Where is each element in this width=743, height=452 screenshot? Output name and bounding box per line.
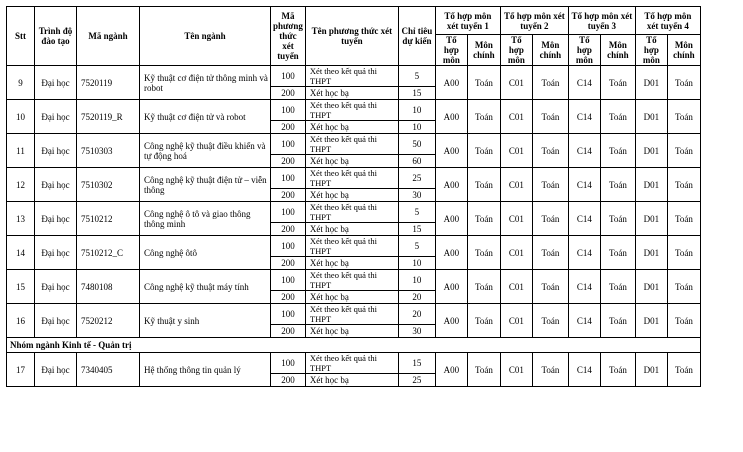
combo-cell: A00 [435, 134, 467, 168]
quota-cell: 20 [398, 304, 435, 325]
quota-cell: 30 [398, 189, 435, 202]
level-cell: Đại học [35, 100, 77, 134]
major-code-cell: 7510212_C [77, 236, 140, 270]
combo-cell: D01 [635, 270, 667, 304]
combo-cell: C14 [568, 100, 600, 134]
combo-cell: A00 [435, 236, 467, 270]
stt-cell: 12 [7, 168, 35, 202]
stt-cell: 13 [7, 202, 35, 236]
quota-cell: 25 [398, 168, 435, 189]
combo-cell: C01 [500, 304, 532, 338]
main-subject-cell: Toán [467, 202, 500, 236]
stt-cell: 17 [7, 353, 35, 387]
method-code-cell: 100 [271, 66, 306, 87]
method-name-cell: Xét theo kết quả thi THPT [305, 134, 398, 155]
combo-cell: C14 [568, 270, 600, 304]
combo-cell: C01 [500, 202, 532, 236]
level-cell: Đại học [35, 66, 77, 100]
major-name-cell: Công nghệ kỹ thuật điều khiển và tự động hoá [140, 134, 271, 168]
main-subject-cell: Toán [600, 270, 635, 304]
method-code-cell: 200 [271, 155, 306, 168]
method-code-cell: 100 [271, 270, 306, 291]
main-subject-sub-header: Môn chính [467, 35, 500, 66]
main-subject-sub-header: Môn chính [600, 35, 635, 66]
quota-cell: 50 [398, 134, 435, 155]
method-code-cell: 200 [271, 374, 306, 387]
method-name-cell: Xét theo kết quả thi THPT [305, 236, 398, 257]
level-cell: Đại học [35, 134, 77, 168]
table-row [7, 202, 701, 223]
main-subject-cell: Toán [532, 304, 568, 338]
main-subject-sub-header: Môn chính [532, 35, 568, 66]
major-name-cell: Công nghệ kỹ thuật máy tính [140, 270, 271, 304]
main-subject-cell: Toán [467, 134, 500, 168]
major-code-cell: 7520119 [77, 66, 140, 100]
combo-cell: D01 [635, 134, 667, 168]
major-code-cell: 7520119_R [77, 100, 140, 134]
combo-cell: C01 [500, 353, 532, 387]
level-cell: Đại học [35, 353, 77, 387]
combo-cell: A00 [435, 168, 467, 202]
combo-cell: D01 [635, 202, 667, 236]
major-code-cell: 7520212 [77, 304, 140, 338]
combo-group-2-header: Tổ hợp môn xét tuyển 2 [500, 7, 568, 35]
combo-cell: A00 [435, 202, 467, 236]
major-code-cell: 7480108 [77, 270, 140, 304]
quota-cell: 5 [398, 66, 435, 87]
method-code-cell: 100 [271, 202, 306, 223]
main-subject-cell: Toán [467, 100, 500, 134]
main-subject-cell: Toán [532, 353, 568, 387]
method-name-cell: Xét theo kết quả thi THPT [305, 168, 398, 189]
combo-sub-header: Tổ hợp môn [435, 35, 467, 66]
quota-cell: 10 [398, 100, 435, 121]
table-row [7, 270, 701, 291]
stt-cell: 9 [7, 66, 35, 100]
major-name-cell: Kỹ thuật cơ điện tử và robot [140, 100, 271, 134]
combo-cell: C14 [568, 66, 600, 100]
main-subject-cell: Toán [667, 134, 700, 168]
stt-cell: 16 [7, 304, 35, 338]
method-name-cell: Xét học bạ [305, 325, 398, 338]
method-name-cell: Xét học bạ [305, 291, 398, 304]
method-name-cell: Xét học bạ [305, 223, 398, 236]
combo-cell: A00 [435, 353, 467, 387]
stt-cell: 11 [7, 134, 35, 168]
method-name-cell: Xét theo kết quả thi THPT [305, 270, 398, 291]
combo-sub-header: Tổ hợp môn [568, 35, 600, 66]
combo-cell: C14 [568, 236, 600, 270]
quota-cell: 15 [398, 353, 435, 374]
combo-sub-header: Tổ hợp môn [635, 35, 667, 66]
main-subject-cell: Toán [600, 202, 635, 236]
method-name-cell: Xét học bạ [305, 121, 398, 134]
table-row [7, 100, 701, 121]
main-subject-cell: Toán [667, 353, 700, 387]
combo-cell: D01 [635, 236, 667, 270]
group-label: Nhóm ngành Kinh tế - Quản trị [7, 338, 701, 353]
major-code-cell: 7510302 [77, 168, 140, 202]
combo-cell: A00 [435, 100, 467, 134]
combo-cell: D01 [635, 100, 667, 134]
stt-cell: 10 [7, 100, 35, 134]
quota-cell: 10 [398, 121, 435, 134]
combo-cell: C14 [568, 202, 600, 236]
main-subject-cell: Toán [667, 168, 700, 202]
col-method-name-header: Tên phương thức xét tuyển [305, 7, 398, 66]
level-cell: Đại học [35, 168, 77, 202]
quota-cell: 10 [398, 257, 435, 270]
main-subject-cell: Toán [532, 270, 568, 304]
combo-cell: D01 [635, 168, 667, 202]
level-cell: Đại học [35, 202, 77, 236]
combo-cell: C14 [568, 353, 600, 387]
method-code-cell: 200 [271, 223, 306, 236]
method-code-cell: 200 [271, 189, 306, 202]
main-subject-cell: Toán [600, 134, 635, 168]
method-code-cell: 200 [271, 121, 306, 134]
method-name-cell: Xét học bạ [305, 374, 398, 387]
level-cell: Đại học [35, 270, 77, 304]
combo-cell: C01 [500, 100, 532, 134]
level-cell: Đại học [35, 236, 77, 270]
method-code-cell: 200 [271, 257, 306, 270]
table-row [7, 134, 701, 155]
main-subject-cell: Toán [467, 168, 500, 202]
main-subject-cell: Toán [600, 353, 635, 387]
method-code-cell: 100 [271, 236, 306, 257]
quota-cell: 5 [398, 236, 435, 257]
combo-cell: C01 [500, 236, 532, 270]
main-subject-cell: Toán [667, 270, 700, 304]
level-cell: Đại học [35, 304, 77, 338]
main-subject-cell: Toán [600, 236, 635, 270]
combo-cell: C01 [500, 168, 532, 202]
main-subject-cell: Toán [600, 100, 635, 134]
main-subject-cell: Toán [667, 202, 700, 236]
quota-cell: 5 [398, 202, 435, 223]
combo-cell: D01 [635, 66, 667, 100]
combo-cell: C14 [568, 134, 600, 168]
main-subject-cell: Toán [467, 353, 500, 387]
header-row-main [7, 7, 701, 35]
main-subject-cell: Toán [600, 66, 635, 100]
combo-cell: A00 [435, 270, 467, 304]
combo-cell: D01 [635, 304, 667, 338]
major-code-cell: 7510303 [77, 134, 140, 168]
major-name-cell: Hệ thống thông tin quản lý [140, 353, 271, 387]
method-name-cell: Xét học bạ [305, 189, 398, 202]
combo-group-1-header: Tổ hợp môn xét tuyển 1 [435, 7, 500, 35]
table-row [7, 236, 701, 257]
main-subject-cell: Toán [667, 100, 700, 134]
method-code-cell: 200 [271, 291, 306, 304]
main-subject-cell: Toán [532, 168, 568, 202]
combo-cell: D01 [635, 353, 667, 387]
major-name-cell: Kỹ thuật y sinh [140, 304, 271, 338]
col-level-header: Trình độ đào tạo [35, 7, 77, 66]
combo-cell: C01 [500, 134, 532, 168]
main-subject-cell: Toán [600, 304, 635, 338]
main-subject-cell: Toán [532, 134, 568, 168]
method-code-cell: 200 [271, 87, 306, 100]
major-name-cell: Kỹ thuật cơ điện tử thông minh và robot [140, 66, 271, 100]
method-name-cell: Xét theo kết quả thi THPT [305, 66, 398, 87]
main-subject-sub-header: Môn chính [667, 35, 700, 66]
method-code-cell: 100 [271, 304, 306, 325]
method-code-cell: 200 [271, 325, 306, 338]
col-method-code-header: Mã phương thức xét tuyển [271, 7, 306, 66]
method-name-cell: Xét theo kết quả thi THPT [305, 202, 398, 223]
combo-group-3-header: Tổ hợp môn xét tuyển 3 [568, 7, 635, 35]
method-code-cell: 100 [271, 100, 306, 121]
col-major-code-header: Mã ngành [77, 7, 140, 66]
main-subject-cell: Toán [532, 100, 568, 134]
main-subject-cell: Toán [532, 66, 568, 100]
main-subject-cell: Toán [467, 270, 500, 304]
col-quota-header: Chỉ tiêu dự kiến [398, 7, 435, 66]
method-name-cell: Xét học bạ [305, 87, 398, 100]
table-row [7, 168, 701, 189]
major-code-cell: 7510212 [77, 202, 140, 236]
stt-cell: 14 [7, 236, 35, 270]
admission-quota-table [6, 6, 701, 387]
method-name-cell: Xét theo kết quả thi THPT [305, 304, 398, 325]
admission-table-container [6, 6, 701, 387]
method-name-cell: Xét học bạ [305, 257, 398, 270]
combo-cell: A00 [435, 66, 467, 100]
main-subject-cell: Toán [532, 202, 568, 236]
combo-sub-header: Tổ hợp môn [500, 35, 532, 66]
method-name-cell: Xét theo kết quả thi THPT [305, 353, 398, 374]
quota-cell: 15 [398, 223, 435, 236]
quota-cell: 15 [398, 87, 435, 100]
main-subject-cell: Toán [467, 304, 500, 338]
main-subject-cell: Toán [667, 236, 700, 270]
combo-cell: C01 [500, 66, 532, 100]
main-subject-cell: Toán [467, 236, 500, 270]
col-major-name-header: Tên ngành [140, 7, 271, 66]
stt-cell: 15 [7, 270, 35, 304]
major-name-cell: Công nghệ ôtô [140, 236, 271, 270]
combo-group-4-header: Tổ hợp môn xét tuyển 4 [635, 7, 700, 35]
method-code-cell: 100 [271, 353, 306, 374]
combo-cell: C14 [568, 168, 600, 202]
table-row [7, 353, 701, 374]
table-row [7, 304, 701, 325]
combo-cell: C01 [500, 270, 532, 304]
major-name-cell: Công nghệ ô tô và giao thông thông minh [140, 202, 271, 236]
main-subject-cell: Toán [667, 304, 700, 338]
method-code-cell: 100 [271, 134, 306, 155]
table-body [7, 66, 701, 387]
quota-cell: 30 [398, 325, 435, 338]
table-row [7, 66, 701, 87]
main-subject-cell: Toán [600, 168, 635, 202]
group-row [7, 338, 701, 353]
major-name-cell: Công nghệ kỹ thuật điện tử – viễn thông [140, 168, 271, 202]
main-subject-cell: Toán [667, 66, 700, 100]
combo-cell: A00 [435, 304, 467, 338]
col-stt-header: Stt [7, 7, 35, 66]
quota-cell: 10 [398, 270, 435, 291]
method-name-cell: Xét theo kết quả thi THPT [305, 100, 398, 121]
method-name-cell: Xét học bạ [305, 155, 398, 168]
main-subject-cell: Toán [532, 236, 568, 270]
quota-cell: 60 [398, 155, 435, 168]
main-subject-cell: Toán [467, 66, 500, 100]
major-code-cell: 7340405 [77, 353, 140, 387]
quota-cell: 20 [398, 291, 435, 304]
combo-cell: C14 [568, 304, 600, 338]
quota-cell: 25 [398, 374, 435, 387]
method-code-cell: 100 [271, 168, 306, 189]
